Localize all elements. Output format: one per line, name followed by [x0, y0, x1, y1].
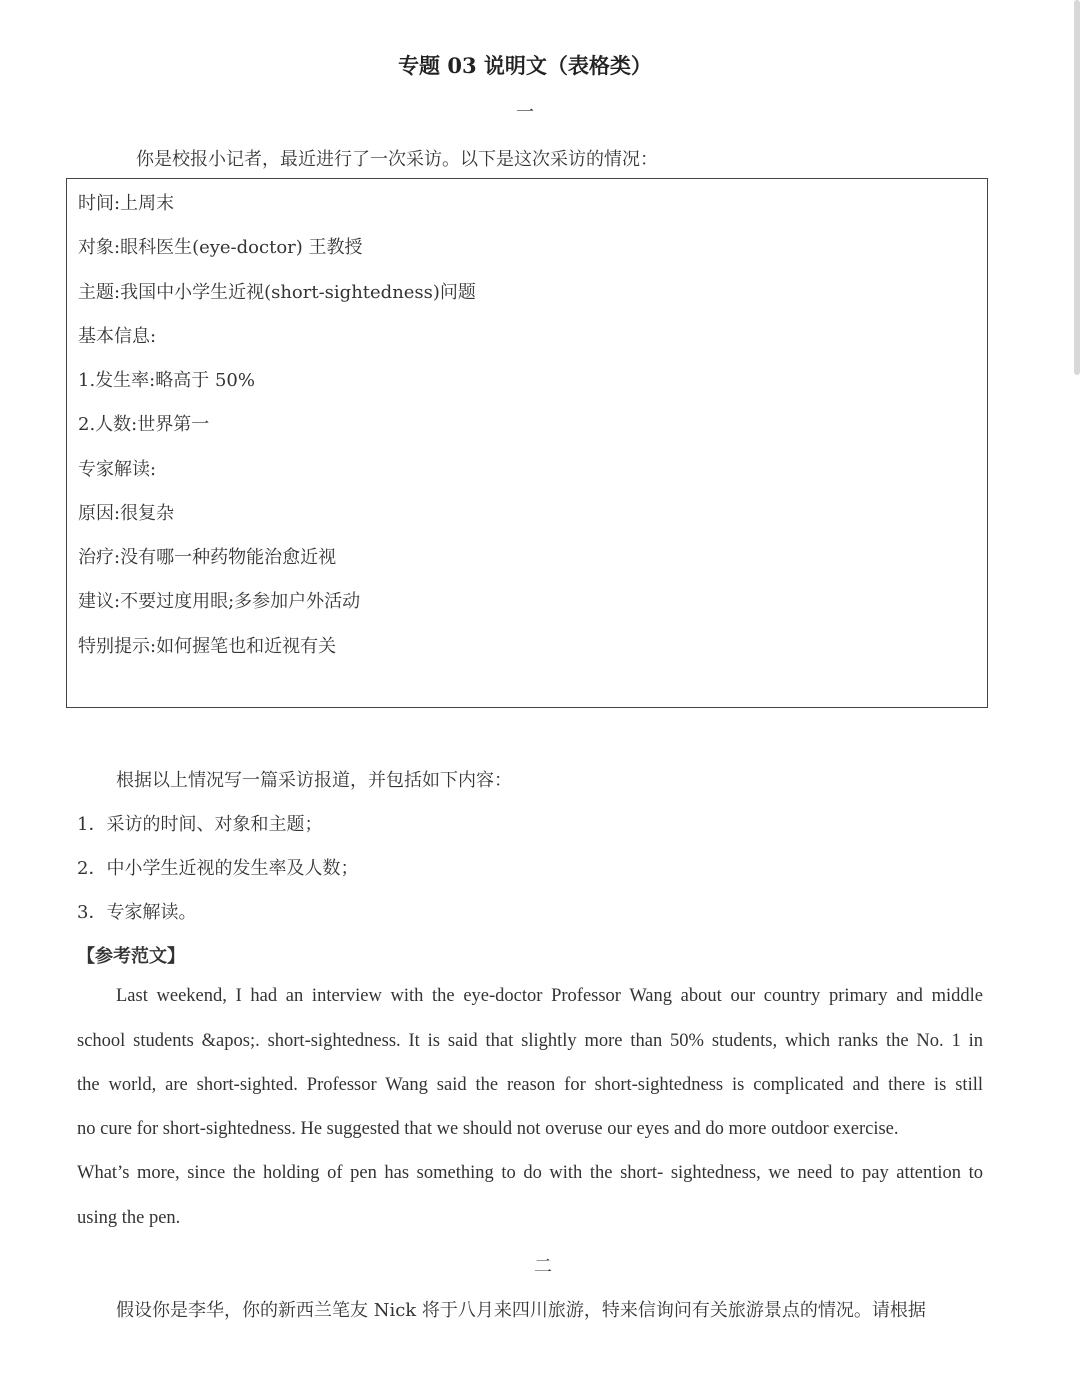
essay-line: using the pen.: [77, 1208, 181, 1228]
task-item-2: 2．中小学生近视的发生率及人数；: [77, 858, 359, 879]
task-intro: 根据以上情况写一篇采访报道，并包括如下内容：: [116, 770, 512, 791]
info-incidence: 1.发生率:略高于 50%: [78, 370, 255, 391]
info-expert-heading: 专家解读:: [78, 459, 157, 480]
essay-line: the world, are short-sighted. Professor Wang said the reason for short-sightedness is complicated and there is still: [77, 1075, 983, 1095]
info-special-note: 特别提示:如何握笔也和近视有关: [78, 636, 337, 657]
essay-line: school students &apos;. short-sightedness. It is said that slightly more than 50% students, which ranks the No. 1 in: [77, 1031, 983, 1051]
scrollbar[interactable]: [1074, 0, 1080, 375]
document-title: 专题 03 说明文（表格类）: [398, 53, 652, 78]
info-cause: 原因:很复杂: [78, 503, 175, 524]
section-one-marker: 一: [516, 102, 534, 123]
intro-paragraph: 你是校报小记者，最近进行了一次采访。以下是这次采访的情况：: [136, 149, 658, 170]
essay-line: What’s more, since the holding of pen has something to do with the short- sightedness, we need to pay attention to: [77, 1163, 983, 1183]
info-treatment: 治疗:没有哪一种药物能治愈近视: [78, 547, 337, 568]
info-basic-heading: 基本信息:: [78, 326, 157, 347]
essay-line: no cure for short-sightedness. He suggested that we should not overuse our eyes and do more outdoor exercise.: [77, 1119, 899, 1139]
info-topic: 主题:我国中小学生近视(short-sightedness)问题: [78, 282, 476, 303]
task-item-1: 1．采访的时间、对象和主题；: [77, 814, 323, 835]
info-count: 2.人数:世界第一: [78, 414, 210, 435]
info-time: 时间:上周末: [78, 193, 175, 214]
essay-line: Last weekend, I had an interview with the eye-doctor Professor Wang about our country primary and middle: [116, 986, 983, 1006]
section-two-intro: 假设你是李华，你的新西兰笔友 Nick 将于八月来四川旅游，特来信询问有关旅游景点的情况。请根据: [116, 1300, 926, 1321]
task-item-3: 3．专家解读。: [77, 902, 197, 923]
reference-label: 【参考范文】: [77, 946, 185, 967]
section-two-marker: 二: [534, 1256, 552, 1277]
interview-info-box: [66, 178, 988, 708]
info-subject: 对象:眼科医生(eye-doctor) 王教授: [78, 237, 363, 258]
info-advice: 建议:不要过度用眼;多参加户外活动: [78, 591, 361, 612]
